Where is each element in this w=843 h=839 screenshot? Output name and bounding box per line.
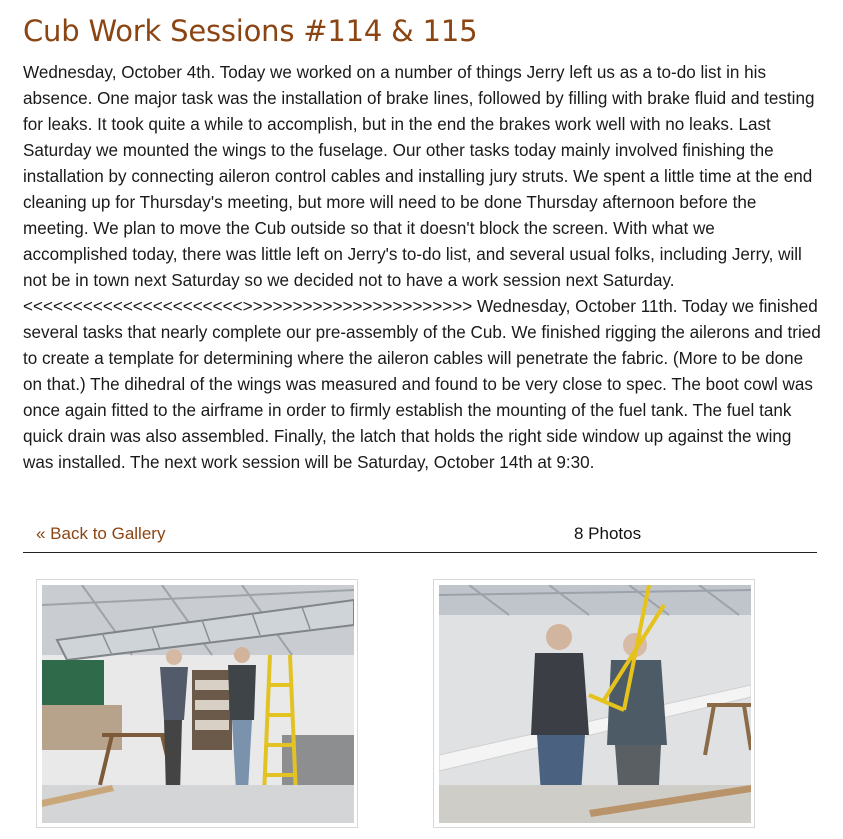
photo-thumbnail-1[interactable]: [36, 579, 358, 828]
page-title: Cub Work Sessions #114 & 115: [23, 14, 478, 48]
gallery-nav: [23, 520, 817, 553]
workshop-photo-2: [439, 585, 751, 823]
back-to-gallery-link[interactable]: « Back to Gallery: [36, 524, 166, 543]
photo-count: 8 Photos: [574, 524, 642, 543]
workshop-photo-1: [42, 585, 354, 823]
photo-thumbnail-2[interactable]: [433, 579, 755, 828]
session-description: Wednesday, October 4th. Today we worked on a number of things Jerry left us as a to-do list in his absence. One major task was the installation of brake lines, followed by filling with brake fluid and testing for leaks. It took quite a while to accomplish, but in the end the brakes work well with no leaks. Last Saturday we mounted the wings to the fuselage. Our other tasks today mainly involved finishing the installation by connecting aileron control cables and installing jury struts. We spent a little time at the end cleaning up for Thursday's meeting, but more will need to be done Thursday afternoon before the meeting. We plan to move the Cub outside so that it doesn't block the screen. With what we accomplished today, there was little left on Jerry's to-do list, and several usual folks, including Jerry, will not be in town next Saturday so we decided not to have a work session next Saturday. <<<<<<<<<<<<<<<<<<<<<<>>>>>>>>>>>>>>>>>>>>>>> Wednesday, October 11th. Today we finished several tasks that nearly complete our pre-assembly of the Cub. We finished rigging the ailerons and tried to create a template for determining where the aileron cables will penetrate the fabric. (More to be done on that.) The dihedral of the wings was measured and found to be very close to spec. The boot cowl was once again fitted to the airframe in order to firmly establish the mounting of the fuel tank. The fuel tank quick drain was also assembled. Finally, the latch that holds the right side window up against the wing was installed. The next work session will be Saturday, October 14th at 9:30.: [23, 63, 821, 472]
